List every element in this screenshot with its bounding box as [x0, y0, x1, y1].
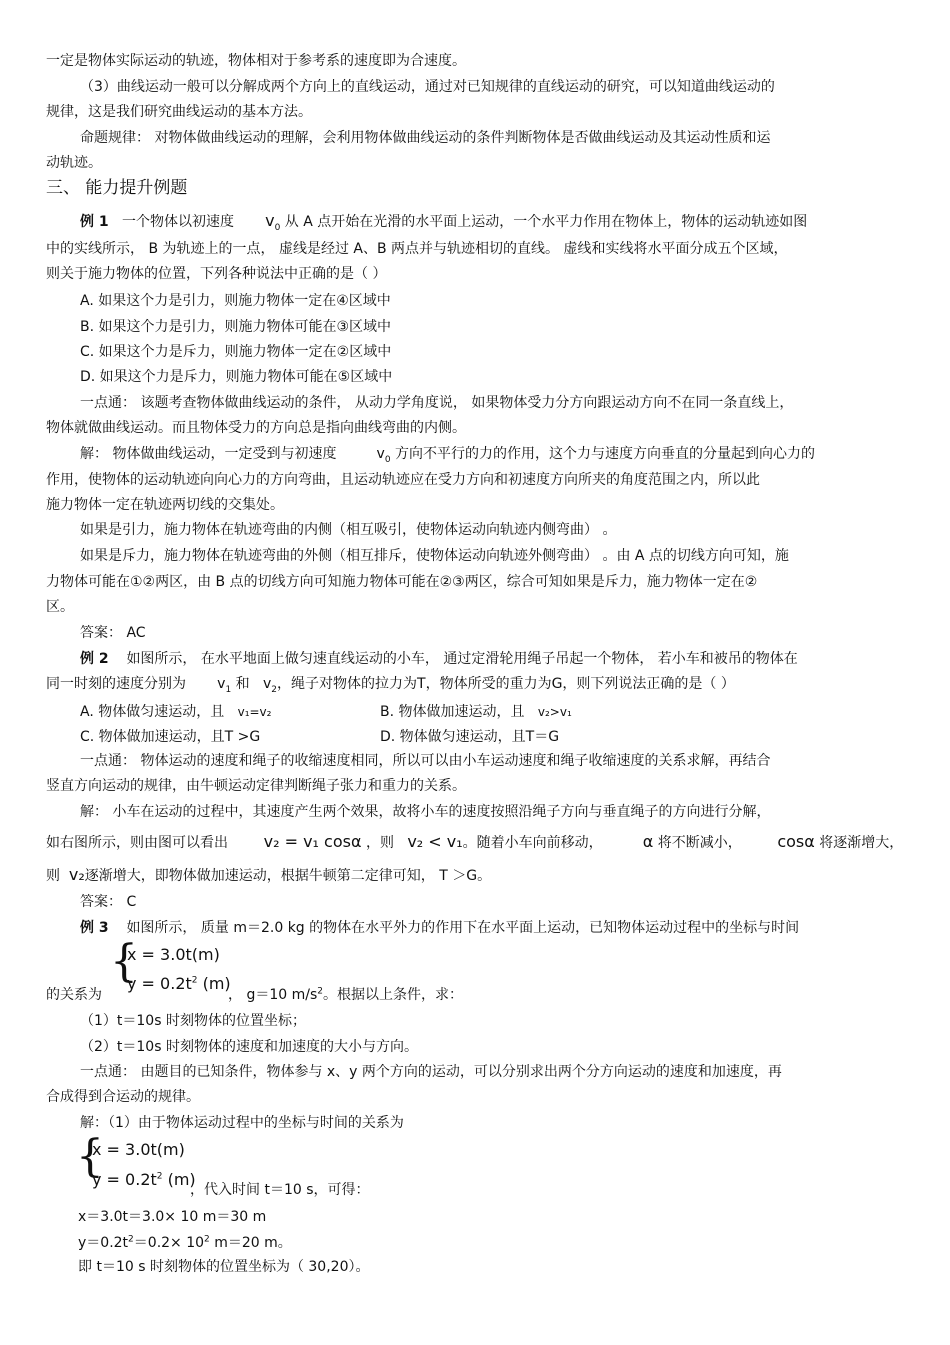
option-a: A. 如果这个力是引力，则施力物体一定在④区域中: [80, 293, 391, 309]
section-heading: 三、 能力提升例题: [46, 178, 188, 198]
text-line: 命题规律： 对物体做曲线运动的理解，会利用物体做曲线运动的条件判断物体是否做曲线运动及其运动性质和运: [80, 130, 771, 146]
text-line: 规律，这是我们研究曲线运动的基本方法。: [46, 104, 312, 120]
text-line: 动轨迹。: [46, 155, 102, 171]
equation-x: x = 3.0t(m): [92, 1140, 185, 1159]
equation-brace: {: [110, 936, 138, 987]
math-span: (m): [167, 1170, 196, 1189]
solution-line: 解： 小车在运动的过程中，其速度产生两个效果，故将小车的速度按照沿绳子方向与垂直绳子的方向进行分解，: [80, 804, 771, 820]
example-2-line: [80, 650, 798, 668]
text-span: 和: [235, 676, 250, 692]
math-sub: 0: [384, 454, 391, 465]
solution-line: [46, 866, 491, 885]
question-2: （2）t＝10s 时刻物体的速度和加速度的大小与方向。: [80, 1039, 418, 1055]
calc-line: [78, 1234, 292, 1252]
math-var: v: [376, 446, 385, 462]
math-v2: $v_2$: [263, 676, 278, 695]
math-span: v₁=v₂: [237, 705, 272, 719]
text-span: 如图所示， 在水平地面上做匀速直线运动的小车， 通过定滑轮用绳子吊起一个物体， 若小车和被吊的物体在: [126, 651, 798, 667]
text-line: [46, 675, 735, 693]
math-sup: 2: [191, 975, 198, 986]
solution-line: 区。: [46, 599, 74, 615]
text-span: 。随着小车向前移动，: [462, 835, 603, 851]
question-1: （1）t＝10s 时刻物体的位置坐标；: [80, 1013, 306, 1029]
calc-line: 即 t＝10 s 时刻物体的位置坐标为（ 30,20）。: [78, 1259, 370, 1275]
math-span: ＝0.2× 10: [133, 1235, 205, 1251]
example-3-line: [80, 919, 799, 937]
tip-line: 竖直方向运动的规律，由牛顿运动定律判断绳子张力和重力的关系。: [46, 778, 466, 794]
math-cos-alpha: cosα: [777, 832, 815, 851]
solution-line: [46, 833, 903, 852]
option-a: [80, 703, 271, 721]
equation-x: x = 3.0t(m): [127, 945, 220, 964]
option-b: [380, 703, 572, 721]
text-span: 的关系为: [46, 987, 102, 1003]
equation-y: [127, 974, 231, 994]
math-equation: v₂ = v₁ cosα: [263, 832, 362, 851]
tip-line: 一点通： 物体运动的速度和绳子的收缩速度相同，所以可以由小车运动速度和绳子收缩速度的关系求解，再结合: [80, 753, 771, 769]
text-span: 将不断减小，: [657, 835, 742, 851]
text-line: 中的实线所示， B 为轨迹上的一点， 虚线是经过 A、B 两点并与轨迹相切的直线。 虚线和实线将水平面分成五个区域，: [46, 241, 788, 257]
text-span: 。根据以上条件，求：: [322, 987, 463, 1003]
example-label: 例 1: [80, 214, 109, 230]
text-span: A. 物体做匀速运动，且: [80, 704, 225, 720]
math-v0: [376, 446, 391, 465]
text-span: ， g＝10 m/s: [228, 987, 318, 1003]
math-sub: 0: [274, 223, 281, 234]
text-span: 同一时刻的速度分别为: [46, 676, 186, 692]
math-alpha: α: [642, 832, 654, 851]
math-v0: [265, 211, 281, 234]
math-sup: 2: [317, 986, 323, 997]
equation-y: [92, 1170, 196, 1190]
text-line: 一定是物体实际运动的轨迹，物体相对于参考系的速度即为合速度。: [46, 53, 466, 69]
solution-line: 力物体可能在①②两区，由 B 点的切线方向可知施力物体可能在②③两区，综合可知如果是斥力，施力物体一定在②: [46, 574, 758, 590]
math-span: (m): [202, 974, 231, 993]
math-span: y = 0.2t: [92, 1170, 157, 1189]
text-line: （3）曲线运动一般可以分解成两个方向上的直线运动，通过对已知规律的直线运动的研究，可以知道曲线运动的: [80, 79, 775, 95]
text-line: 则关于施力物体的位置，下列各种说法中正确的是（ ）: [46, 266, 387, 282]
math-span: m＝20 m。: [214, 1235, 292, 1251]
answer: 答案： AC: [80, 625, 146, 641]
solution-line: [80, 445, 815, 463]
solution-line: 如果是引力，施力物体在轨迹弯曲的内侧（相互吸引，使物体运动向轨迹内侧弯曲） 。: [80, 522, 617, 538]
option-c: C. 如果这个力是斥力，则施力物体一定在②区域中: [80, 344, 392, 360]
math-var: v: [265, 211, 275, 230]
tip-line: 合成得到合运动的规律。: [46, 1089, 200, 1105]
text-line: [228, 986, 463, 1004]
text-span: ，则: [365, 835, 394, 851]
math-sup: 2: [204, 1234, 210, 1245]
tip-line: 一点通： 该题考查物体做曲线运动的条件， 从动力学角度说， 如果物体受力分方向跟运动方向不在同一条直线上，: [80, 395, 794, 411]
math-span: v₂>v₁: [537, 705, 572, 719]
math-inequality: v₂ < v₁: [407, 832, 463, 851]
text-span: 方向不平行的力的作用，这个力与速度方向垂直的分量起到向心力的: [395, 446, 815, 462]
math-v1: $v_1$: [217, 676, 232, 695]
math-sup: 2: [156, 1171, 163, 1182]
text-span: 则: [46, 868, 60, 884]
tip-line: 一点通： 由题目的已知条件，物体参与 x、y 两个方向的运动，可以分别求出两个分方向运动的速度和加速度，再: [80, 1064, 782, 1080]
option-d: D. 物体做匀速运动，且T＝G: [380, 729, 560, 745]
text-span: 逐渐增大，即物体做加速运动，根据牛顿第二定律可知， T ＞G。: [84, 868, 492, 884]
option-b: B. 如果这个力是引力，则施力物体可能在③区域中: [80, 319, 392, 335]
text-span: 如图所示， 质量 m＝2.0 kg 的物体在水平外力的作用下在水平面上运动，已知物体运动过程中的坐标与时间: [126, 920, 800, 936]
math-span: y＝0.2t: [78, 1235, 129, 1251]
text-span: 如右图所示，则由图可以看出: [46, 835, 228, 851]
math-v2: v₂: [68, 865, 85, 884]
option-c: C. 物体做加速运动，且T >G: [80, 729, 261, 745]
text-span: 一个物体以初速度: [121, 214, 234, 230]
option-d: D. 如果这个力是斥力，则施力物体可能在⑤区域中: [80, 369, 393, 385]
solution-line: 作用，使物体的运动轨迹向向心力的方向弯曲，且运动轨迹应在受力方向和初速度方向所夹的角度范围之内，所以此: [46, 472, 760, 488]
solution-line: 解：（1）由于物体运动过程中的坐标与时间的关系为: [80, 1115, 404, 1131]
text-line: [46, 986, 102, 1004]
answer: 答案： C: [80, 894, 137, 910]
equation-brace: {: [76, 1131, 104, 1182]
math-sup: 2: [128, 1234, 134, 1245]
example-label: 例 2: [80, 651, 109, 667]
solution-line: 如果是斥力，施力物体在轨迹弯曲的外侧（相互排斥，使物体运动向轨迹外侧弯曲） 。由 A 点的切线方向可知，施: [80, 548, 789, 564]
text-span: 将逐渐增大，: [819, 835, 904, 851]
text-span: ，绳子对物体的拉力为T，物体所受的重力为G，则下列说法正确的是（ ）: [277, 676, 735, 692]
math-span: y = 0.2t: [127, 974, 192, 993]
text-span: 从 A 点开始在光滑的水平面上运动，一个水平力作用在物体上，物体的运动轨迹如图: [284, 214, 808, 230]
tip-line: 物体就做曲线运动。而且物体受力的方向总是指向曲线弯曲的内侧。: [46, 420, 466, 436]
calc-line: x＝3.0t＝3.0× 10 m＝30 m: [78, 1209, 267, 1225]
example-label: 例 3: [80, 920, 109, 936]
text-span: 解： 物体做曲线运动，一定受到与初速度: [80, 446, 337, 462]
solution-line: ，代入时间 t＝10 s，可得：: [190, 1182, 370, 1198]
text-span: B. 物体做加速运动，且: [380, 704, 525, 720]
example-1-line: [80, 211, 808, 234]
solution-line: 施力物体一定在轨迹两切线的交集处。: [46, 497, 284, 513]
